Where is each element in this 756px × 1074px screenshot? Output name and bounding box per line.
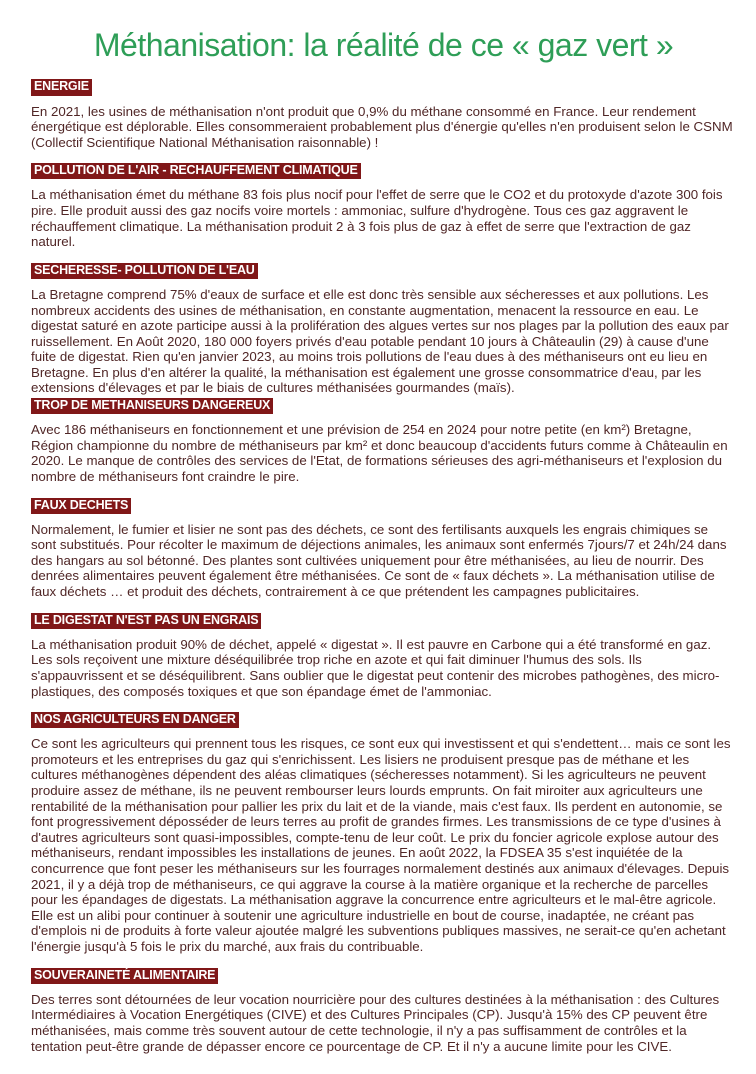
section-paragraph-agriculteurs: Ce sont les agriculteurs qui prennent tous les risques, ce sont eux qui investissent et qui s'endettent… mais ce sont les promoteurs et les entreprises du gaz qui s'enrichissent. Les lisiers ne produisent presque pas de méthane et les cultures méthanogènes dépendent des aléas climatiques (sécheresses notamment). Si les agriculteurs ne peuvent produire assez de méthane, ils ne peuvent rembourser leurs lourds emprunts. On fait miroiter aux agriculteurs une rentabilité de la méthanisation pour pallier les prix du lait et de la viande, mais c'est faux. Ils perdent en autonomie, se font progressivement déposséder de leurs terres au profit de grandes firmes. Les transmissions de ce type d'usines à d'autres agriculteurs sont quasi-impossibles, compte-tenu de leur coût. Le prix du foncier agricole explose autour des méthaniseurs, rendant impossibles les installations de jeunes. En août 2022, la FDSEA 35 s'est inquiétée de la concurrence que font peser les méthaniseurs sur les fourrages normalement destinés aux animaux d'élevages. Depuis 2021, il y a déjà trop de méthaniseurs, ce qui aggrave la course à la matière organique et la recherche de parcelles pour les épandages de digestats. La méthanisation aggrave la concurrence entre agriculteurs et le mal-être agricole. Elle est un alibi pour continuer à soutenir une agriculture industrielle en bout de course, inadaptée, ne créant pas d'emplois ni de produits à forte valeur ajoutée malgré les subventions publiques massives, ne serait-ce qu'en achetant l'énergie jusqu'à 5 fois le prix du marché, aux frais du contribuable. bbox=[31, 736, 731, 955]
section-paragraph-pollution-air: La méthanisation émet du méthane 83 fois plus nocif pour l'effet de serre que le CO2 et du protoxyde d'azote 300 fois pire. Elle produit aussi des gaz nocifs voire mortels : ammoniac, sulfure d'hydrogène. Tous ces gaz aggravent le réchauffement climatique. La méthanisation produit 2 à 3 fois plus de gaz à effet de serre que l'extraction de gaz naturel. bbox=[31, 187, 723, 250]
section-paragraph-secheresse: La Bretagne comprend 75% d'eaux de surface et elle est donc très sensible aux sécheresses et aux pollutions. Les nombreux accidents des usines de méthanisation, en constante augmentation, menacent la ressource en eau. Le digestat saturé en azote participe aussi à la prolifération des algues vertes sur nos plages par la pollution des eaux par ruissellement. En Août 2020, 180 000 foyers privés d'eau potable pendant 10 jours à Châteaulin (29) à cause d'une fuite de digestat. Rien qu'en janvier 2023, au moins trois pollutions de l'eau dues à des méthaniseurs ont eu lieu en Bretagne. En plus d'en altérer la qualité, la méthanisation est également une grosse consommatrice d'eau, par les extensions d'élevages et par le biais de cultures méthanisées gourmandes (maïs). bbox=[31, 286, 729, 396]
section-header-trop-methaniseurs: TROP DE METHANISEURS DANGEREUX bbox=[31, 398, 273, 414]
section-paragraph-faux-dechets: Normalement, le fumier et lisier ne sont pas des déchets, ce sont des fertilisants auxquels les engrais chimiques se sont substitués. Pour récolter le maximum de déjections animales, les animaux sont enfermés 7jours/7 et 24h/24 dans des hangars au sol bétonné. Des plantes sont cultivées uniquement pour être méthanisées, au lieu de nourrir. Des denrées alimentaires peuvent également être méthanisées. Ce sont de « faux déchets ». La méthanisation utilise de faux déchets … et produit des déchets, contrairement à ce que prétendent les campagnes publicitaires. bbox=[31, 521, 727, 600]
section-faux-dechets bbox=[31, 485, 736, 600]
section-header-digestat: LE DIGESTAT N'EST PAS UN ENGRAIS bbox=[31, 613, 261, 629]
section-paragraph-energie: En 2021, les usines de méthanisation n'ont produit que 0,9% du méthane consommé en France. Leur rendement énergétique est déplorable. Elles consommeraient probablement plus d'énergie qu'elles n'en produisent selon le CSNM (Collectif Scientifique National Méthanisation raisonnable) ! bbox=[31, 103, 733, 150]
section-pollution-air bbox=[31, 150, 736, 250]
section-digestat bbox=[31, 600, 736, 700]
section-paragraph-souverainete: Des terres sont détournées de leur vocation nourricière pour des cultures destinées à la méthanisation : des Cultures Intermédiaires à Vocation Energétiques (CIVE) et des Cultures Principales (CP). Jusqu'à 15% des CP peuvent être méthanisées, mais comme très souvent autour de cette technologie, il n'y a pas suffisamment de contrôles et la tentation peut-être grande de dépasser encore ce pourcentage de CP. Et il n'y a aucune limite pour les CIVE. bbox=[31, 991, 720, 1054]
section-header-pollution-air: POLLUTION DE L'AIR - RECHAUFFEMENT CLIMATIQUE bbox=[31, 163, 361, 179]
section-header-secheresse: SECHERESSE- POLLUTION DE L'EAU bbox=[31, 263, 258, 279]
section-header-souverainete: SOUVERAINETÉ ALIMENTAIRE bbox=[31, 968, 218, 984]
section-paragraph-digestat: La méthanisation produit 90% de déchet, appelé « digestat ». Il est pauvre en Carbone qui a été transformé en gaz. Les sols reçoivent une mixture déséquilibrée trop riche en azote et qui fait diminuer l'humus des sols. Ils s'appauvrissent et se déséquilibrent. Sans oublier que le digestat peut contenir des microbes pathogènes, des micro-plastiques, des composés toxiques et que son épandage émet de l'ammoniac. bbox=[31, 636, 720, 699]
section-header-faux-dechets: FAUX DECHETS bbox=[31, 498, 131, 514]
page-title: Méthanisation: la réalité de ce « gaz vert » bbox=[93, 27, 674, 63]
section-secheresse bbox=[31, 250, 736, 396]
section-paragraph-trop-methaniseurs: Avec 186 méthaniseurs en fonctionnement et une prévision de 254 en 2024 pour notre petite (en km²) Bretagne, Région championne du nombre de méthaniseurs par km² et donc beaucoup d'accidents futurs comme à Châteaulin en 2020. Le manque de contrôles des services de l'Etat, de formations sérieuses des agri-méthaniseurs et l'explosion du nombre de méthaniseurs font craindre le pire. bbox=[31, 422, 728, 484]
section-header-agriculteurs: NOS AGRICULTEURS EN DANGER bbox=[31, 712, 239, 728]
section-energie bbox=[31, 66, 736, 150]
section-agriculteurs bbox=[31, 699, 736, 954]
section-souverainete bbox=[31, 955, 736, 1055]
section-header-energie: ENERGIE bbox=[31, 79, 92, 95]
section-trop-methaniseurs bbox=[31, 396, 736, 485]
